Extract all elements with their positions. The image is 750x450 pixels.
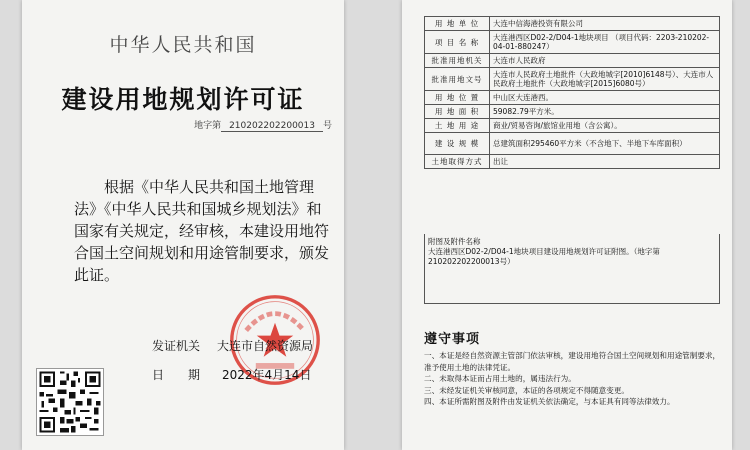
table-row xyxy=(425,155,720,169)
row-label: 批准用地文号 xyxy=(425,68,490,91)
notes-title: 遵守事项 xyxy=(424,332,481,347)
row-value: 大连中信海港投资有限公司 xyxy=(490,17,720,31)
table-row xyxy=(425,105,720,119)
annex-title: 附图及附件名称 xyxy=(428,237,481,246)
list-item: 三、未经发证机关审核同意，本证的各项规定不得随意变更。 xyxy=(424,385,630,395)
annex-text: 大连港西区D02-2/D04-1地块项目建设用地规划许可证附图。（地字第210202202200013号） xyxy=(428,247,660,266)
cert-no-suffix: 号 xyxy=(322,121,332,131)
list-item: 二、未取得本证而占用土地的，属违法行为。 xyxy=(424,374,576,383)
certificate-title: 建设用地规划许可证 xyxy=(61,85,305,114)
row-value: 大连市人民政府 xyxy=(490,54,720,68)
issuer-label: 发证机关 xyxy=(152,339,201,353)
table-row xyxy=(425,17,720,31)
table-row xyxy=(425,54,720,68)
date-label: 日 期 xyxy=(152,368,201,382)
cert-no-value: 210202202200013 xyxy=(221,121,323,132)
row-value: 出让 xyxy=(490,155,720,169)
row-label: 项 目 名 称 xyxy=(425,31,490,54)
row-value: 大连市人民政府土地批件（大政地城字[2010]6148号）、大连市人民政府土地批件（大政地城字[2015]6080号） xyxy=(490,68,720,91)
row-label: 用 地 单 位 xyxy=(425,17,490,31)
list-item: 一、本证是经自然资源主管部门依法审核，建设用地符合国土空间规划和用途管制要求，准予使用土地的法律凭证。 xyxy=(424,351,721,372)
table-row xyxy=(425,119,720,133)
issuer-value: 大连市自然资源局 xyxy=(217,339,314,353)
table-row xyxy=(425,133,720,155)
table-row xyxy=(425,91,720,105)
table-row xyxy=(425,68,720,91)
row-label: 土 地 用 途 xyxy=(425,119,490,133)
certificate-back-page xyxy=(402,0,732,450)
row-label: 土地取得方式 xyxy=(425,155,490,169)
list-item: 四、本证所需附图及附件由发证机关依法确定，与本证具有同等法律效力。 xyxy=(424,397,675,406)
certificate-body-text: 根据《中华人民共和国土地管理法》《中华人民共和国城乡规划法》和国家有关规定，经审核，本建设用地符合国土空间规划和用途管制要求，颁发此证。 xyxy=(74,178,330,284)
country-name: 中华人民共和国 xyxy=(109,34,257,56)
row-label: 用 地 面 积 xyxy=(425,105,490,119)
cert-no-prefix: 地字第 xyxy=(194,121,222,131)
qr-code-icon xyxy=(36,368,104,436)
date-value: 2022年4月14日 xyxy=(222,368,312,382)
certificate-number xyxy=(194,118,332,132)
row-value: 大连港西区D02-2/D04-1地块项目 （项目代码：2203-210202-04-01-880247） xyxy=(490,31,720,54)
row-value: 59082.79平方米。 xyxy=(490,105,720,119)
certificate-front-page xyxy=(22,0,344,450)
table-row xyxy=(425,31,720,54)
annex-section xyxy=(424,234,720,304)
land-info-table xyxy=(424,16,720,169)
row-label: 建 设 规 模 xyxy=(425,133,490,155)
row-label: 批准用地机关 xyxy=(425,54,490,68)
row-value: 商业/贸易咨询/旅馆业用地（含公寓）。 xyxy=(490,119,720,133)
notes-list xyxy=(424,350,724,408)
row-value: 总建筑面积295460平方米（不含地下、半地下车库面积） xyxy=(490,133,720,155)
row-value: 中山区大连港西。 xyxy=(490,91,720,105)
row-label: 用 地 位 置 xyxy=(425,91,490,105)
